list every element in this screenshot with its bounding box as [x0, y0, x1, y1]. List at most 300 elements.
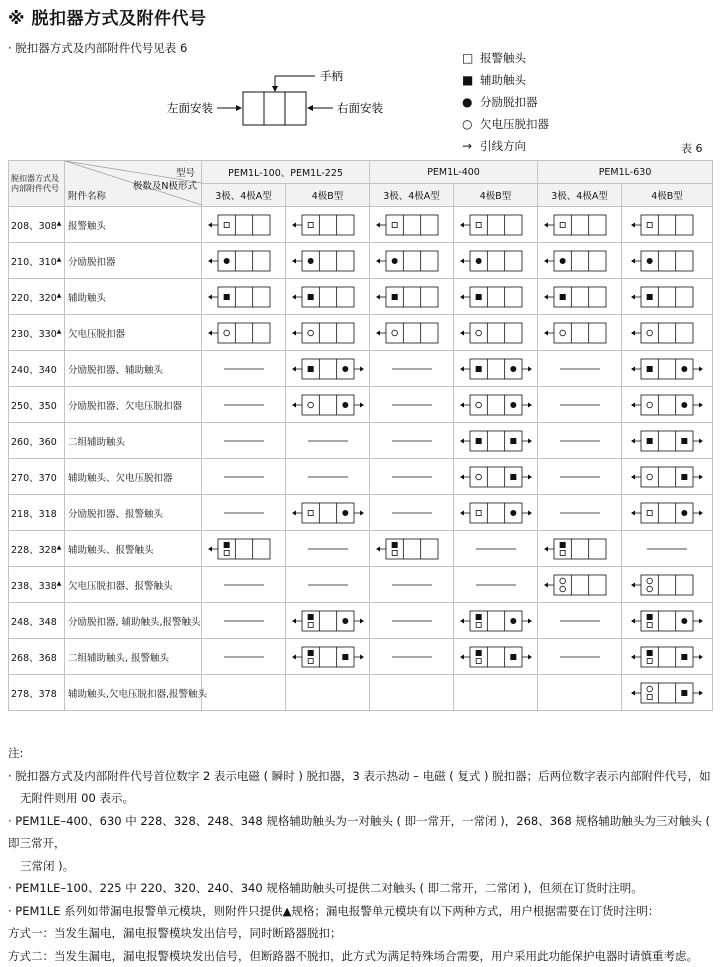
attachment-name: 辅助触头,欠电压脱扣器,报警触头 — [65, 675, 202, 711]
white-square-icon — [308, 222, 313, 227]
wiring-cell — [622, 639, 713, 675]
triangle-mark: ▲ — [57, 255, 62, 262]
left-mount-diagram — [458, 319, 534, 347]
both-mount-diagram — [290, 355, 366, 383]
black-circle-icon — [510, 366, 516, 372]
left-mount-diagram — [458, 283, 534, 311]
table-row — [9, 279, 713, 315]
attachment-name: 辅助触头、报警触头 — [65, 531, 202, 567]
white-circle-icon — [559, 578, 565, 584]
white-square-icon — [308, 510, 313, 515]
code-text: 268、368 — [11, 653, 57, 664]
subtitle: · 脱扣器方式及内部附件代号见表 6 — [8, 40, 187, 56]
black-circle-icon — [681, 510, 687, 516]
corner-header — [65, 161, 202, 207]
wiring-cell — [454, 207, 538, 243]
wiring-cell — [370, 387, 454, 423]
table-row — [9, 567, 713, 603]
wiring-cell — [202, 207, 286, 243]
black-square-icon — [647, 294, 653, 300]
white-circle-icon — [647, 578, 653, 584]
white-square-icon — [647, 222, 652, 227]
wiring-cell — [454, 351, 538, 387]
left-mount-diagram — [542, 571, 618, 599]
legend-item-lead — [462, 135, 549, 157]
black-square-icon — [223, 294, 229, 300]
wiring-cell — [370, 207, 454, 243]
not-available-dash — [374, 643, 450, 671]
wiring-cell — [202, 459, 286, 495]
black-circle-icon — [391, 258, 397, 264]
attachment-code — [9, 279, 65, 315]
attachment-code — [9, 387, 65, 423]
left-mount-diagram — [290, 319, 366, 347]
black-square-icon — [681, 690, 687, 696]
both-mount-diagram — [458, 427, 534, 455]
wiring-cell — [538, 351, 622, 387]
left-mount-diagram — [458, 211, 534, 239]
white-circle-icon — [307, 402, 313, 408]
attachment-code — [9, 315, 65, 351]
model-header-400: PEM1L-400 — [370, 161, 538, 184]
code-text: 278、378 — [11, 689, 57, 700]
table-row — [9, 603, 713, 639]
white-square-icon — [392, 550, 397, 555]
white-square-icon — [476, 222, 481, 227]
label-left-mount: 左面安装 — [167, 101, 213, 115]
white-square-icon — [476, 658, 481, 663]
wiring-cell — [622, 207, 713, 243]
wiring-cell — [622, 243, 713, 279]
attachment-code — [9, 567, 65, 603]
white-square-icon — [476, 622, 481, 627]
wiring-cell — [202, 567, 286, 603]
legend-label: 报警触头 — [480, 47, 526, 69]
white-circle-icon — [647, 586, 653, 592]
wiring-cell — [622, 387, 713, 423]
table-row — [9, 423, 713, 459]
not-available-dash — [542, 427, 618, 455]
wiring-cell — [370, 531, 454, 567]
page-title: ※ 脱扣器方式及附件代号 — [8, 4, 206, 29]
wiring-cell — [286, 675, 370, 711]
black-circle-icon — [559, 258, 565, 264]
wiring-cell — [538, 603, 622, 639]
wiring-cell — [454, 315, 538, 351]
wiring-cell — [454, 531, 538, 567]
both-mount-diagram — [458, 463, 534, 491]
not-available-dash — [290, 463, 366, 491]
corner-model: 型号 — [176, 165, 195, 179]
left-mount-diagram — [629, 211, 705, 239]
wiring-cell — [202, 243, 286, 279]
attachment-name: 辅助触头 — [65, 279, 202, 315]
black-circle-icon — [681, 618, 687, 624]
left-mount-diagram — [374, 283, 450, 311]
attachment-code — [9, 243, 65, 279]
subheader: 4极B型 — [454, 184, 538, 207]
table-row — [9, 459, 713, 495]
wiring-cell — [538, 531, 622, 567]
white-circle-icon — [391, 330, 397, 336]
attachment-code — [9, 459, 65, 495]
black-circle-icon: ● — [462, 91, 480, 113]
not-available-dash — [374, 499, 450, 527]
attachment-name: 分励脱扣器、欠电压脱扣器 — [65, 387, 202, 423]
both-mount-diagram — [458, 391, 534, 419]
both-mount-diagram — [629, 679, 705, 707]
not-available-dash — [374, 607, 450, 635]
both-mount-diagram — [458, 355, 534, 383]
attachment-code — [9, 495, 65, 531]
both-mount-diagram — [629, 643, 705, 671]
both-mount-diagram — [290, 643, 366, 671]
wiring-cell — [286, 243, 370, 279]
white-circle-icon — [559, 586, 565, 592]
table-row — [9, 495, 713, 531]
black-circle-icon — [342, 366, 348, 372]
wiring-cell — [454, 495, 538, 531]
black-square-icon — [559, 294, 565, 300]
wiring-cell — [286, 423, 370, 459]
both-mount-diagram — [458, 499, 534, 527]
left-mount-diagram — [290, 283, 366, 311]
wiring-cell — [538, 207, 622, 243]
not-available-dash — [206, 427, 282, 455]
black-circle-icon — [307, 258, 313, 264]
wiring-cell — [538, 459, 622, 495]
white-circle-icon: ○ — [462, 113, 480, 135]
black-square-icon — [307, 366, 313, 372]
code-text: 248、348 — [11, 617, 57, 628]
not-available-dash — [206, 391, 282, 419]
white-square-icon — [560, 550, 565, 555]
both-mount-diagram — [629, 463, 705, 491]
wiring-cell — [370, 423, 454, 459]
left-mount-diagram — [629, 283, 705, 311]
black-square-icon: ■ — [462, 69, 480, 91]
black-square-icon — [647, 438, 653, 444]
wiring-cell — [202, 675, 286, 711]
attachment-name: 欠电压脱扣器、报警触头 — [65, 567, 202, 603]
black-square-icon — [307, 294, 313, 300]
wiring-cell — [622, 459, 713, 495]
attachment-code-table — [8, 160, 713, 711]
wiring-cell — [538, 675, 622, 711]
white-square-icon — [308, 622, 313, 627]
corner-header-left — [9, 161, 65, 207]
wiring-cell — [454, 603, 538, 639]
corner-left-text: 脱扣器方式及内部附件代号 — [11, 174, 59, 194]
code-text: 230、330 — [11, 329, 57, 340]
not-available-dash — [542, 463, 618, 491]
black-square-icon — [307, 650, 313, 656]
wiring-cell — [454, 243, 538, 279]
wiring-cell — [538, 387, 622, 423]
black-square-icon — [647, 366, 653, 372]
not-available-dash — [290, 427, 366, 455]
not-available-dash — [206, 499, 282, 527]
triangle-mark: ▲ — [57, 543, 62, 550]
wiring-cell — [370, 639, 454, 675]
black-square-icon — [475, 614, 481, 620]
wiring-cell — [286, 387, 370, 423]
black-square-icon — [681, 654, 687, 660]
table-row — [9, 351, 713, 387]
attachment-code — [9, 639, 65, 675]
legend-label: 分励脱扣器 — [480, 91, 538, 113]
not-available-dash — [542, 607, 618, 635]
corner-poles: 极数及N极形式 — [133, 178, 197, 192]
wiring-cell — [202, 603, 286, 639]
legend-item-undervoltage — [462, 113, 549, 135]
wiring-cell — [370, 315, 454, 351]
wiring-cell — [538, 567, 622, 603]
not-available-dash — [542, 643, 618, 671]
white-square-icon — [476, 510, 481, 515]
wiring-cell — [370, 351, 454, 387]
wiring-cell — [202, 531, 286, 567]
table-row — [9, 675, 713, 711]
white-circle-icon — [647, 330, 653, 336]
black-square-icon — [681, 438, 687, 444]
black-square-icon — [223, 542, 229, 548]
wiring-cell — [622, 423, 713, 459]
both-mount-diagram — [458, 607, 534, 635]
wiring-cell — [370, 243, 454, 279]
table-row — [9, 531, 713, 567]
wiring-cell — [538, 639, 622, 675]
wiring-cell — [622, 495, 713, 531]
wiring-cell — [202, 423, 286, 459]
wiring-cell — [454, 279, 538, 315]
table-row — [9, 639, 713, 675]
not-available-dash — [374, 427, 450, 455]
arrow-right-icon: → — [462, 135, 480, 157]
table-row — [9, 207, 713, 243]
white-circle-icon — [475, 402, 481, 408]
wiring-cell — [286, 351, 370, 387]
note-item: · 脱扣器方式及内部附件代号首位数字 2 表示电磁 ( 瞬时 ) 脱扣器，3 表示热动 – 电磁 ( 复式 ) 脱扣器；后两位数字表示内部附件代号，如 — [8, 765, 714, 788]
wiring-cell — [202, 387, 286, 423]
black-square-icon — [475, 294, 481, 300]
wiring-cell — [286, 567, 370, 603]
wiring-cell — [622, 315, 713, 351]
white-circle-icon — [647, 474, 653, 480]
attachment-name: 分励脱扣器, 辅助触头,报警触头 — [65, 603, 202, 639]
wiring-cell — [538, 423, 622, 459]
code-text: 270、370 — [11, 473, 57, 484]
wiring-cell — [286, 603, 370, 639]
black-circle-icon — [342, 402, 348, 408]
wiring-cell — [202, 495, 286, 531]
wiring-cell — [202, 351, 286, 387]
triangle-mark: ▲ — [57, 327, 62, 334]
left-mount-diagram — [206, 535, 282, 563]
left-mount-diagram — [206, 247, 282, 275]
black-square-icon — [391, 542, 397, 548]
wiring-cell — [286, 459, 370, 495]
attachment-code — [9, 531, 65, 567]
black-square-icon — [559, 542, 565, 548]
black-circle-icon — [510, 402, 516, 408]
both-mount-diagram — [458, 643, 534, 671]
black-square-icon — [510, 654, 516, 660]
white-circle-icon — [559, 330, 565, 336]
left-mount-diagram — [374, 211, 450, 239]
black-square-icon — [475, 438, 481, 444]
black-circle-icon — [342, 510, 348, 516]
note-item: · PEM1LE–100、225 中 220、320、240、340 规格辅助触头可提供二对触头 ( 即二常开，二常闭 )，但须在订货时注明。 — [8, 877, 714, 900]
subheader: 3极、4极A型 — [202, 184, 286, 207]
legend-item-shunt — [462, 91, 549, 113]
left-mount-diagram — [206, 211, 282, 239]
not-available-dash — [374, 463, 450, 491]
attachment-code — [9, 207, 65, 243]
white-square-icon — [560, 222, 565, 227]
note-method-2: 方式二：当发生漏电，漏电报警模块发出信号，但断路器不脱扣，此方式为满足特殊场合需要，用户采用此功能保护电器时请慎重考虑。 — [8, 945, 714, 967]
black-square-icon — [391, 294, 397, 300]
attachment-name: 分励脱扣器、报警触头 — [65, 495, 202, 531]
wiring-cell — [454, 567, 538, 603]
not-available-dash — [206, 463, 282, 491]
black-circle-icon — [342, 618, 348, 624]
not-available-dash — [374, 355, 450, 383]
white-square-icon — [224, 550, 229, 555]
model-header-100-225: PEM1L-100、PEM1L-225 — [202, 161, 370, 184]
triangle-mark: ▲ — [57, 291, 62, 298]
black-square-icon — [475, 366, 481, 372]
code-text: 240、340 — [11, 365, 57, 376]
subheader: 4极B型 — [286, 184, 370, 207]
left-mount-diagram — [458, 247, 534, 275]
not-available-dash — [458, 571, 534, 599]
attachment-code — [9, 351, 65, 387]
legend-label: 辅助触头 — [480, 69, 526, 91]
white-square-icon — [647, 510, 652, 515]
wiring-cell — [370, 495, 454, 531]
not-available-dash — [206, 643, 282, 671]
black-square-icon — [510, 438, 516, 444]
white-circle-icon — [307, 330, 313, 336]
subheader: 3极、4极A型 — [370, 184, 454, 207]
left-mount-diagram — [374, 319, 450, 347]
code-text: 210、310 — [11, 257, 57, 268]
wiring-cell — [202, 639, 286, 675]
wiring-cell — [622, 675, 713, 711]
white-square-icon — [392, 222, 397, 227]
code-text: 228、328 — [11, 545, 57, 556]
both-mount-diagram — [629, 607, 705, 635]
not-available-dash — [206, 355, 282, 383]
both-mount-diagram — [629, 355, 705, 383]
attachment-name: 分励脱扣器 — [65, 243, 202, 279]
wiring-cell — [370, 603, 454, 639]
model-header-630: PEM1L-630 — [538, 161, 713, 184]
both-mount-diagram — [629, 499, 705, 527]
wiring-cell — [538, 495, 622, 531]
left-mount-diagram — [542, 247, 618, 275]
table-row — [9, 387, 713, 423]
attachment-code — [9, 675, 65, 711]
wiring-cell — [370, 675, 454, 711]
white-square-icon — [647, 658, 652, 663]
breaker-body — [243, 92, 306, 125]
black-square-icon — [307, 614, 313, 620]
wiring-cell — [454, 459, 538, 495]
code-text: 260、360 — [11, 437, 57, 448]
mounting-diagram — [165, 64, 405, 134]
black-circle-icon — [223, 258, 229, 264]
code-text: 220、320 — [11, 293, 57, 304]
wiring-cell — [538, 243, 622, 279]
left-mount-diagram — [374, 535, 450, 563]
notes-section — [8, 742, 714, 967]
wiring-cell — [622, 567, 713, 603]
white-square-icon: □ — [462, 47, 480, 69]
white-circle-icon — [647, 686, 653, 692]
black-square-icon — [681, 474, 687, 480]
left-mount-diagram — [290, 211, 366, 239]
subheader: 4极B型 — [622, 184, 713, 207]
legend-label: 欠电压脱扣器 — [480, 113, 549, 135]
black-circle-icon — [681, 366, 687, 372]
wiring-cell — [370, 279, 454, 315]
black-circle-icon — [647, 258, 653, 264]
left-mount-diagram — [542, 283, 618, 311]
table-row — [9, 315, 713, 351]
black-circle-icon — [681, 402, 687, 408]
wiring-cell — [622, 351, 713, 387]
white-square-icon — [308, 658, 313, 663]
table-row — [9, 243, 713, 279]
wiring-cell — [286, 207, 370, 243]
wiring-cell — [286, 315, 370, 351]
triangle-mark: ▲ — [57, 579, 62, 586]
wiring-cell — [286, 639, 370, 675]
wiring-cell — [286, 495, 370, 531]
label-handle: 手柄 — [320, 69, 343, 83]
wiring-cell — [454, 423, 538, 459]
wiring-cell — [286, 531, 370, 567]
left-mount-diagram — [206, 319, 282, 347]
table-body — [9, 207, 713, 711]
wiring-cell — [370, 567, 454, 603]
subheader: 3极、4极A型 — [538, 184, 622, 207]
note-item-continued: 无附件则用 00 表示。 — [8, 787, 714, 810]
wiring-cell — [454, 675, 538, 711]
left-mount-diagram — [629, 571, 705, 599]
black-square-icon — [647, 650, 653, 656]
note-item: · PEM1LE 系列如带漏电报警单元模块，则附件只提供▲规格；漏电报警单元模块有以下两种方式，用户根据需要在订货时注明： — [8, 900, 714, 923]
white-square-icon — [647, 694, 652, 699]
left-mount-diagram — [629, 319, 705, 347]
note-item-continued: 三常闭 )。 — [8, 855, 714, 878]
wiring-cell — [454, 387, 538, 423]
not-available-dash — [374, 571, 450, 599]
wiring-cell — [538, 315, 622, 351]
black-square-icon — [510, 474, 516, 480]
wiring-cell — [202, 315, 286, 351]
wiring-cell — [622, 531, 713, 567]
left-mount-diagram — [542, 319, 618, 347]
black-circle-icon — [510, 618, 516, 624]
wiring-cell — [370, 459, 454, 495]
black-circle-icon — [475, 258, 481, 264]
not-available-dash — [458, 535, 534, 563]
not-available-dash — [542, 391, 618, 419]
symbol-legend — [462, 47, 549, 157]
